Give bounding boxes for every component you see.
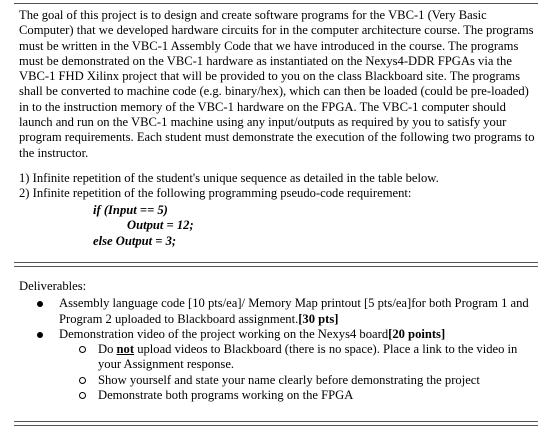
- deliverable-code-points: [30 pts]: [298, 311, 339, 326]
- video-subitem-upload: [19, 342, 537, 373]
- video-subitem-identify: [19, 373, 537, 388]
- circle-bullet-icon: [79, 392, 86, 399]
- pseudo-code-block: [93, 203, 194, 249]
- requirement-2: 2) Infinite repetition of the following programming pseudo-code requirement:: [19, 186, 412, 201]
- deliverables-section: [19, 279, 537, 403]
- subitem-identify-text: Show yourself and state your name clearly before demonstrating the project: [98, 372, 480, 387]
- subitem-upload-pre: Do: [98, 342, 117, 357]
- deliverable-item-video: [19, 327, 537, 342]
- bottom-divider: [14, 421, 538, 426]
- requirements-list: [19, 171, 537, 202]
- bullet-icon: [37, 301, 43, 307]
- deliverables-title: Deliverables:: [19, 279, 87, 293]
- section-divider: [14, 262, 538, 267]
- deliverable-video-text: Demonstration video of the project working on the Nexys4 board: [59, 326, 389, 341]
- top-rule: [14, 3, 538, 4]
- subitem-upload-emphasis: not: [116, 342, 135, 357]
- pseudo-code-line-3: else Output = 3;: [93, 233, 177, 248]
- subitem-upload-post: upload videos to Blackboard (there is no space). Place a link to the video in your Assignment response.: [98, 342, 518, 372]
- circle-bullet-icon: [79, 377, 86, 384]
- bullet-icon: [37, 332, 43, 338]
- video-subitem-demonstrate: [19, 388, 537, 403]
- requirement-1: 1) Infinite repetition of the student's unique sequence as detailed in the table below.: [19, 171, 439, 185]
- pseudo-code-line-1: if (Input == 5): [93, 203, 168, 217]
- deliverable-video-points: [20 points]: [388, 326, 446, 341]
- subitem-demonstrate-text: Demonstrate both programs working on the FPGA: [98, 388, 354, 403]
- deliverable-code-text: Assembly language code [10 pts/ea]/ Memory Map printout [5 pts/ea]for both Program 1 and Program 2 uploaded to Blackboard assignment.: [59, 296, 529, 326]
- pseudo-code-line-2: Output = 12;: [127, 218, 194, 233]
- intro-section: [19, 8, 537, 161]
- deliverable-item-code: [19, 296, 537, 327]
- circle-bullet-icon: [79, 346, 86, 353]
- intro-paragraph: The goal of this project is to design and create software programs for the VBC-1 (Very Basic Computer) that we developed hardware circuits for in the computer architecture course. The programs must be written in the VBC-1 Assembly Code that we have introduced in the course. The programs must be demonstrated on the VBC-1 hardware as instantiated on the Nexys4-DDR FPGAs via the VBC-1 FHD Xilinx project that will be provided to you on the class Blackboard site. The programs shall be converted to machine code (e.g. binary/hex), which can then be loaded (could be pre-loaded) in to the instruction memory of the VBC-1 hardware on the FPGA. The VBC-1 computer should launch and run on the VBC-1 machine using any input/outputs as required by you to satisfy your program requirements. Each student must demonstrate the execution of the following two programs to the instructor.: [19, 8, 535, 160]
